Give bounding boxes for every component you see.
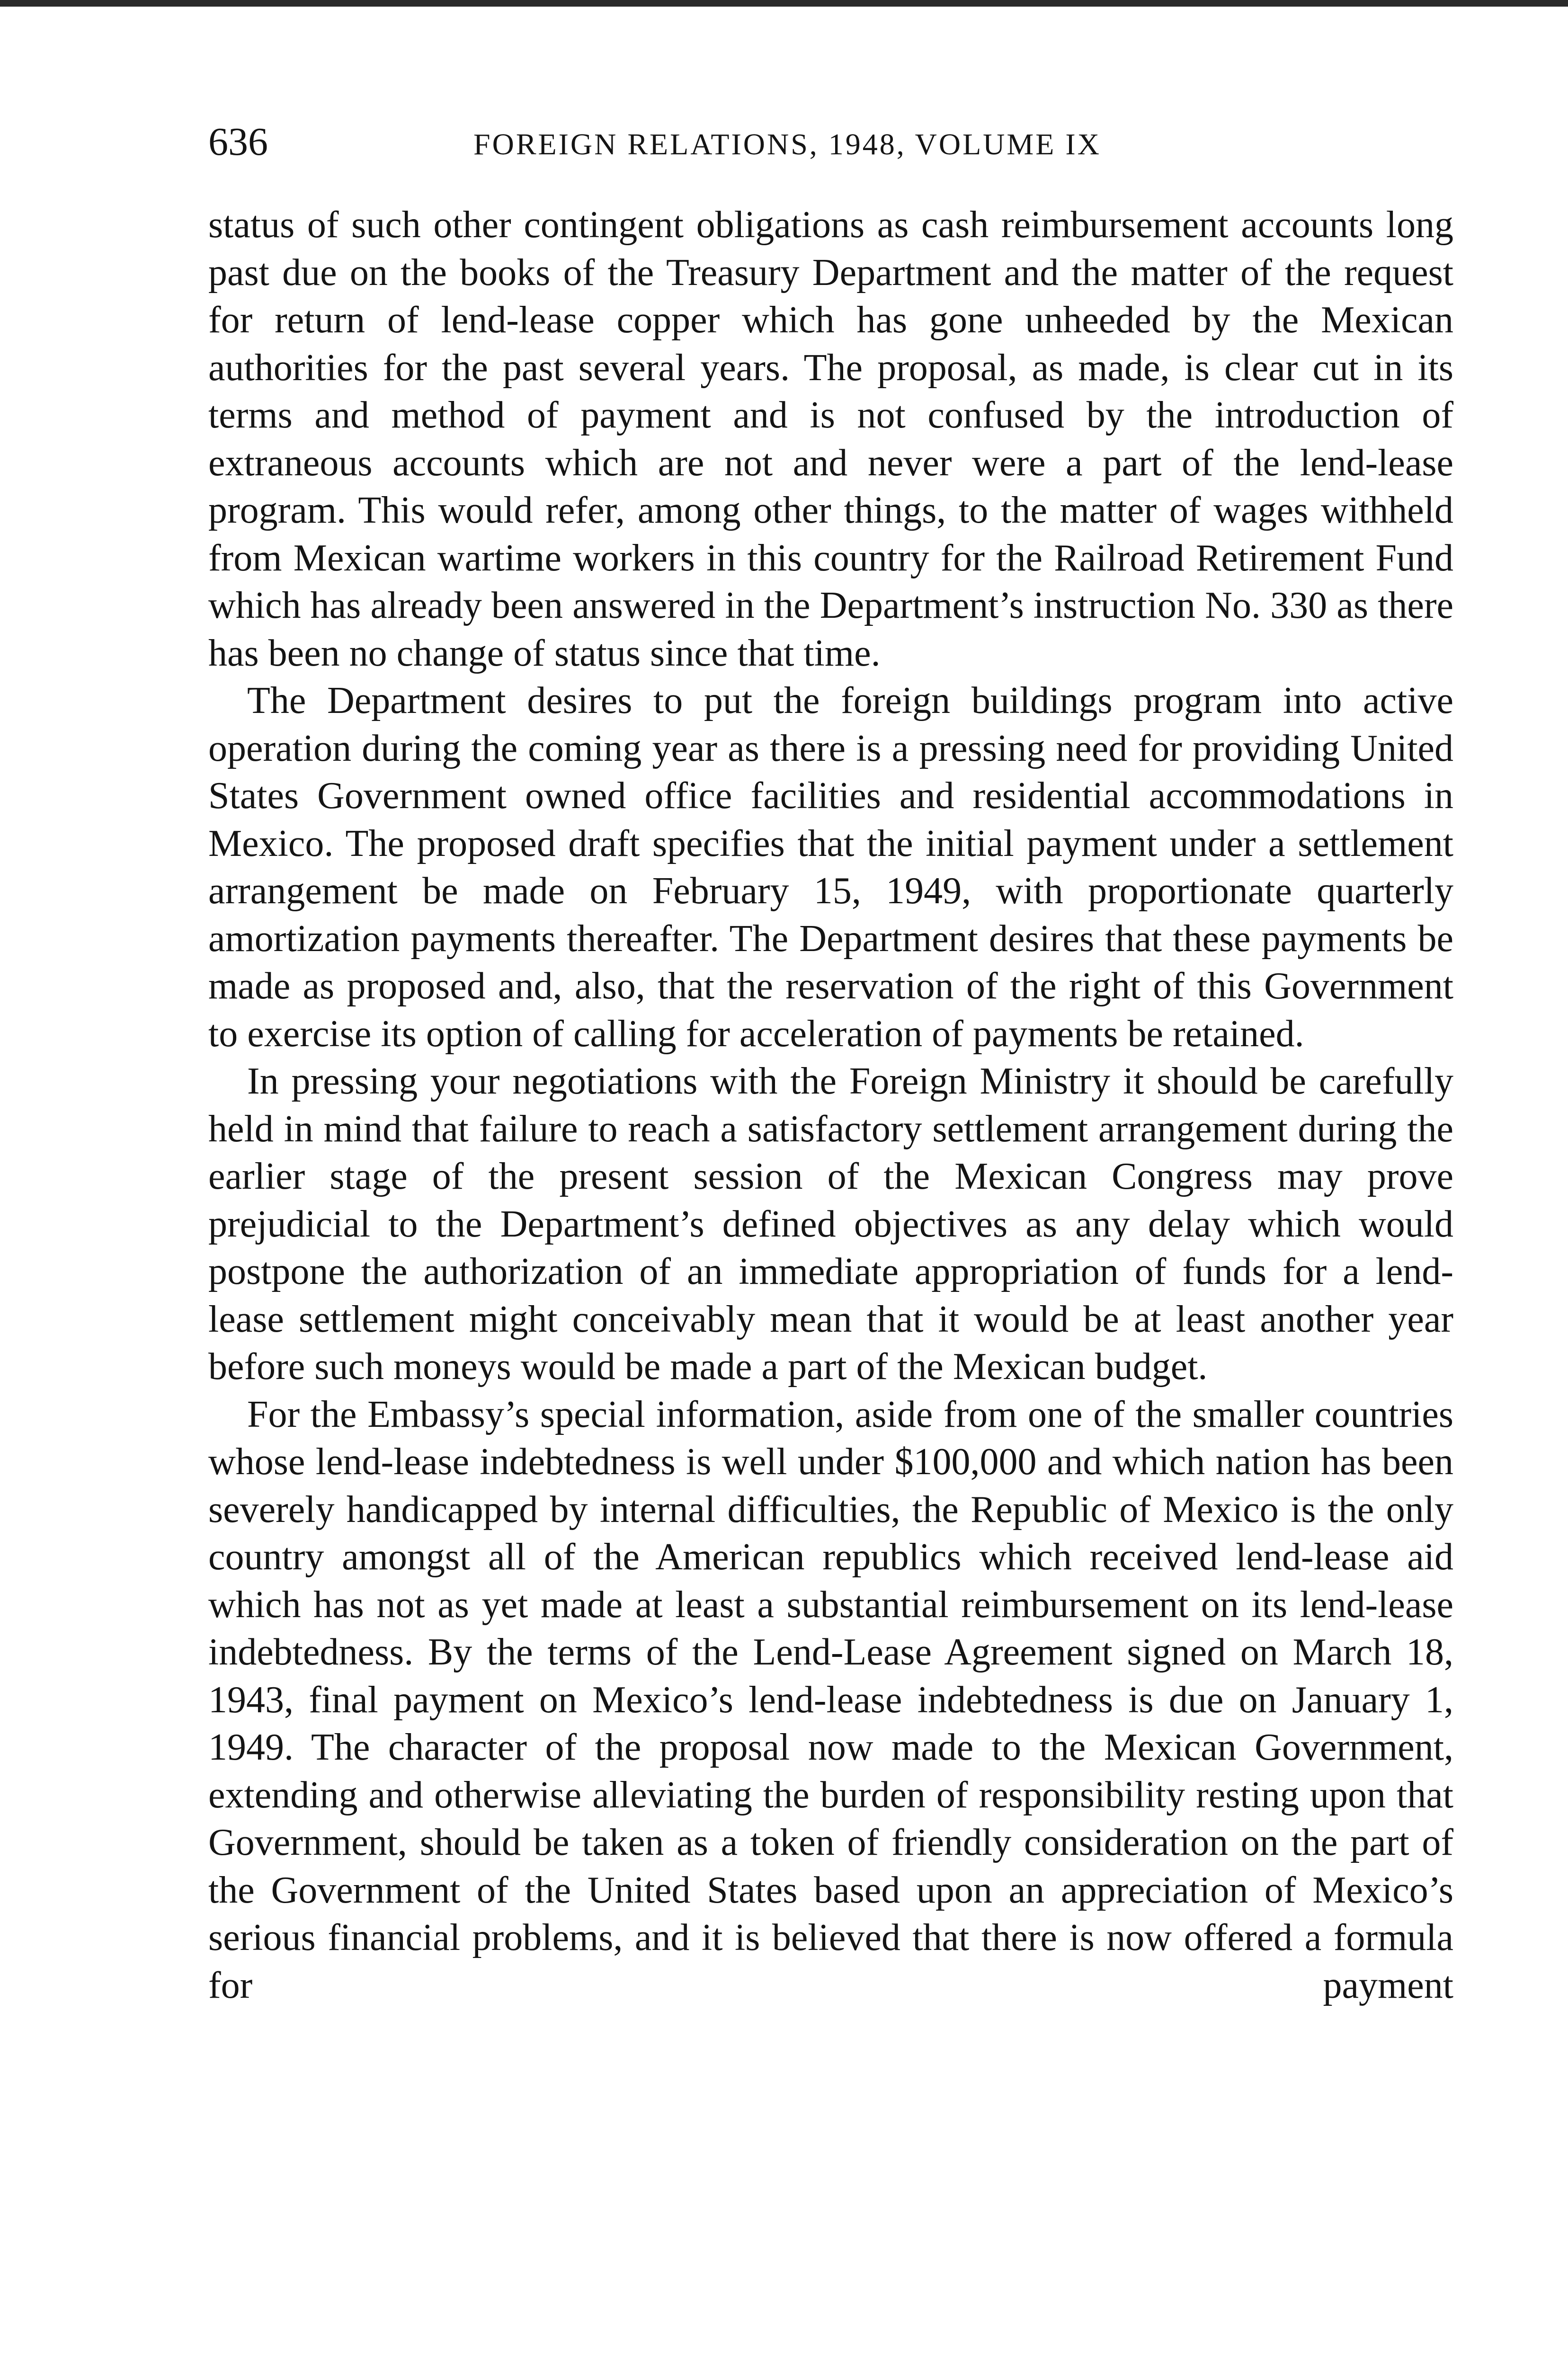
- paragraph-2: The Department desires to put the foreign buildings program into active operation during the coming year as there is a pressing need for providing United States Government owned office facilities and residential accommodations in Mexico. The proposed draft specifies that the initial payment under a settlement arrangement be made on February 15, 1949, with proportionate quarterly amortization payments thereafter. The Department desires that these payments be made as proposed and, also, that the reservation of the right of this Government to exercise its option of calling for acceleration of payments be retained.: [208, 680, 1453, 1055]
- body-text: [208, 201, 1453, 2341]
- top-edge-rule: [0, 0, 1568, 7]
- paragraph-4: For the Embassy’s special information, aside from one of the smaller countries whose lend-lease indebtedness is well under $100,000 and which nation has been severely handicapped by internal difficulties, the Republic of Mexico is the only country amongst all of the American republics which received lend-lease aid which has not as yet made at least a substantial reimbursement on its lend-lease indebtedness. By the terms of the Lend-Lease Agreement signed on March 18, 1943, final payment on Mexico’s lend-lease indebtedness is due on January 1, 1949. The character of the proposal now made to the Mexican Government, extending and otherwise alleviating the burden of responsibility resting upon that Government, should be taken as a token of friendly consideration on the part of the Government of the United States based upon an appreciation of Mexico’s serious financial problems, and it is believed that there is now offered a formula for payment: [208, 1393, 1453, 2006]
- page-header: [208, 114, 1458, 170]
- paragraph-3: In pressing your negotiations with the Foreign Ministry it should be carefully held in mind that failure to reach a satisfactory settlement arrangement during the earlier stage of the present session of the Mexican Congress may prove prejudicial to the Department’s defined objectives as any delay which would postpone the authorization of an immediate appropriation of funds for a lend-lease settlement might conceivably mean that it would be at least another year before such moneys would be made a part of the Mexican budget.: [208, 1060, 1453, 1388]
- page-number: 636: [208, 120, 268, 164]
- running-title: FOREIGN RELATIONS, 1948, VOLUME IX: [473, 127, 1101, 161]
- paragraph-1: status of such other contingent obligations as cash reimbursement accounts long past due on the books of the Treasury Department and the matter of the request for return of lend-lease copper which has gone unheeded by the Mexican authorities for the past several years. The proposal, as made, is clear cut in its terms and method of payment and is not confused by the introduction of extraneous accounts which are not and never were a part of the lend-lease program. This would refer, among other things, to the matter of wages withheld from Mexican wartime workers in this country for the Railroad Retirement Fund which has already been answered in the Department’s instruction No. 330 as there has been no change of status since that time.: [208, 204, 1453, 674]
